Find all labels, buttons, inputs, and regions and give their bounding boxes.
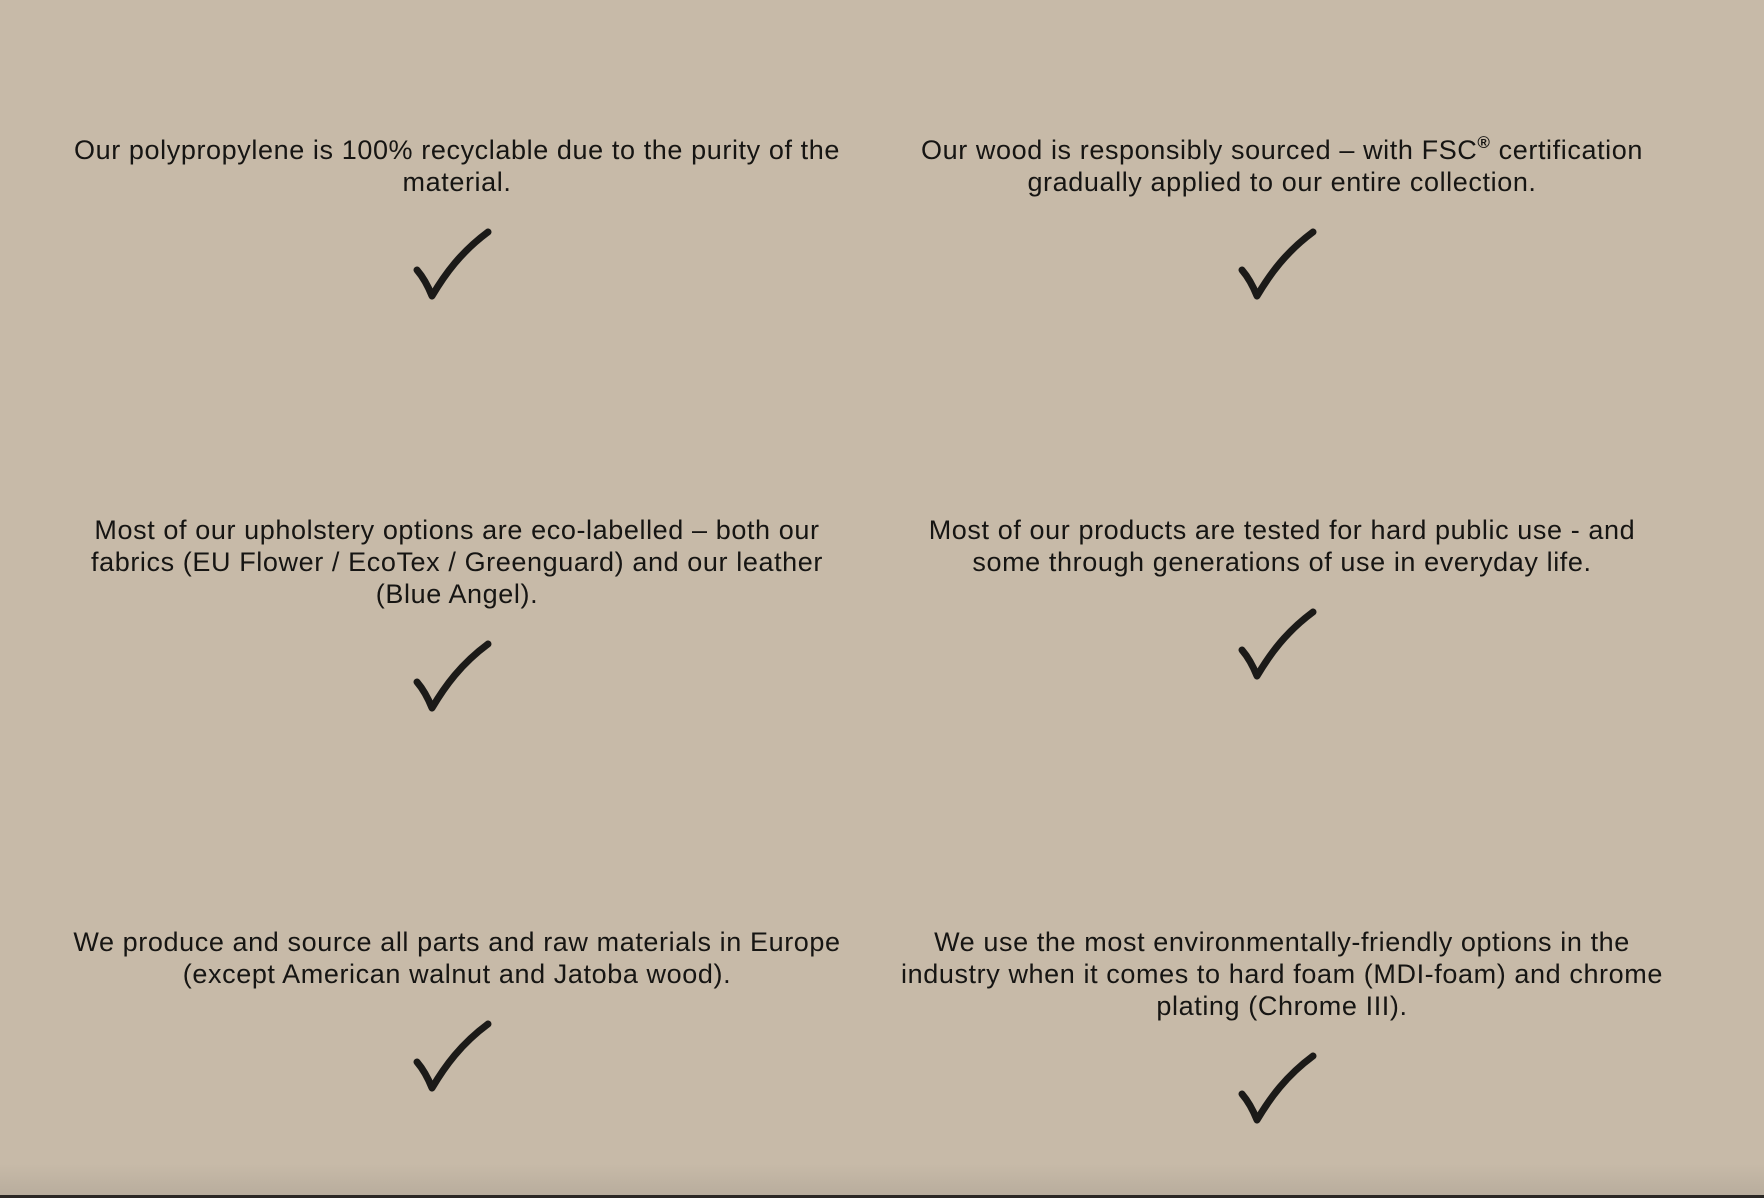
feature-text: [892, 134, 1672, 198]
feature-item-european-sourcing: [67, 926, 847, 1112]
check-icon: [1234, 1048, 1330, 1144]
feature-item-polypropylene: [67, 134, 847, 320]
feature-text: Our polypropylene is 100% recyclable due to the purity of the material.: [73, 135, 841, 197]
feature-item-durability: [892, 514, 1672, 700]
feature-item-upholstery: [67, 514, 847, 732]
check-icon: [409, 636, 505, 732]
check-icon: [409, 224, 505, 320]
feature-text: Most of our upholstery options are eco-labelled – both our fabrics (EU Flower / EcoTex / Greenguard) and our leather (Blue Angel).: [90, 515, 823, 609]
feature-text: We produce and source all parts and raw materials in Europe (except American walnut and Jatoba wood).: [73, 927, 841, 989]
check-icon: [1234, 224, 1330, 320]
registered-mark: ®: [1477, 133, 1491, 152]
feature-text: Most of our products are tested for hard public use - and some through generations of use in everyday life.: [928, 515, 1636, 577]
check-icon: [1234, 604, 1330, 700]
feature-item-environmental-options: [892, 926, 1672, 1144]
check-icon: [409, 1016, 505, 1112]
feature-item-wood: [892, 134, 1672, 320]
feature-text-part: certification gradually applied to our entire collection.: [1027, 135, 1644, 197]
feature-text: We use the most environmentally-friendly options in the industry when it comes to hard foam (MDI-foam) and chrome plating (Chrome III).: [901, 927, 1663, 1021]
feature-text-part: Our wood is responsibly sourced – with FSC: [920, 135, 1478, 165]
bottom-shadow: [0, 1164, 1764, 1198]
